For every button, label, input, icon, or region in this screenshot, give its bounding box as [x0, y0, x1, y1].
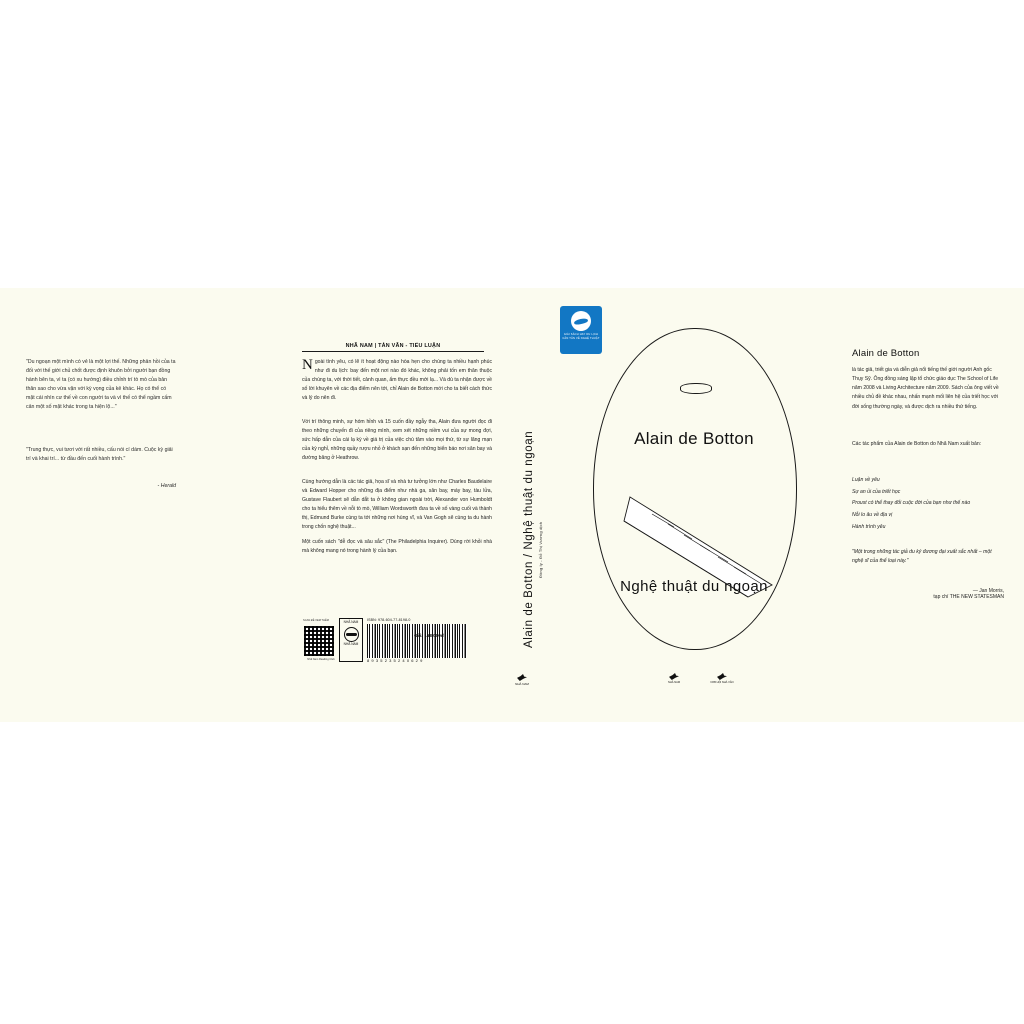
qr-caption: Nhã Nam Reading Club [307, 658, 335, 661]
list-item: Nỗi lo âu về địa vị [852, 511, 893, 518]
bird-icon [517, 674, 527, 681]
award-badge [560, 306, 602, 354]
spine-translator: Đồng ly - Đỗ Thị Vương dịch [538, 521, 543, 578]
qr-code [304, 626, 334, 656]
front-cover-panel [548, 288, 838, 722]
back-cover-quote-1: "Du ngoạn một mình có vẻ là một lợi thế. Những phản hồi của ta đối với thế giới chủ chốt được định khuôn bởi người bạn đồng hành bên ta, vì ta (có xu hướng) điều chỉnh trí tò mò của bản thân sao cho vừa vặn với kỳ vọng của kẻ khác. Họ có thể có mặt cái nhìn cư thế về con người ta và vì thế có thể ngầm cấm cản một số mặt khác trong ta hiện lộ..." [26, 359, 176, 410]
back-cover-panel [0, 288, 292, 722]
front-cover-author: Alain de Botton [634, 429, 754, 448]
flap-author-name: Alain de Botton [852, 348, 920, 359]
spine-publisher-logo [514, 674, 530, 692]
imprint-line: NHÃ NAM | TẢN VĂN - TIỂU LUẬN [302, 343, 484, 352]
list-item: Proust có thể thay đổi cuộc đời của bạn như thế nào [852, 500, 971, 507]
flap-review-quote: "Một trong những tác giả du ký đương đại xuất sắc nhất – một nghệ sĩ của thể loại này." [852, 549, 992, 565]
barcode-digits: 8935235240629 [367, 658, 425, 663]
front-flap-panel [838, 288, 1024, 722]
barcode-bars [367, 624, 467, 658]
airplane-wing-illustration [622, 493, 782, 613]
blurb-paragraph-4: Một cuốn sách "dễ đọc và sâu sắc" (The Philadelphia Inquirer). Dùng rời khỏi nhà mà không mang nó trong hành lý của bạn. [302, 539, 492, 555]
front-logo-nhanam [657, 673, 691, 684]
list-item: Sự an ủi của triết học [852, 488, 901, 495]
publisher-logo-mark [339, 618, 363, 662]
front-logo-publisher [705, 673, 739, 684]
barcode-area [304, 608, 504, 670]
back-cover-quote-source: - Herald [157, 483, 176, 489]
spine-publisher-label: NHÃ NAM [515, 682, 529, 686]
bird-icon [344, 627, 359, 642]
blurb-paragraph-1-text: goài tình yêu, có lẽ ít hoạt động nào hòa hẹn cho chúng ta nhiều hạnh phúc như đi du lịch: bay đến một nơi nào đó khác, không phải tốn em thân thuộc của chúng ta, với thời tiết, cảnh quan, ẩm thực đều mới lạ... Và dù ta nhận được về số lời khuyên về các địa điểm nên tới, chỉ Alain de Botton mới cho ta biết cách thức và lý do nên đi. [302, 359, 492, 402]
price-text: Giá: 168.000đ [414, 633, 444, 638]
back-flap-panel [292, 288, 524, 722]
back-cover-quote-2: "Trung thực, vui tươi với rất nhiều, cấu nói cí dám. Cuộc kỳ giải trí và khai trí... từ đầu đến cuối hành trình." [26, 447, 173, 462]
flap-bio-paragraph: là tác giả, triết gia và diễn giả nổi tiếng thế giới người Anh gốc Thụy Sỹ. Ông đồng sáng lập tổ chức giáo dục The School of Life năm 2008 và Living Architecture năm 2009. Sách của ông viết về nhiều chủ đề khác nhau, nhấn mạnh mối liên hệ của triết học với đời sống thường ngày, và được dịch ra nhiều thứ tiếng. [852, 367, 999, 410]
front-logo-publisher-label: NXB HỘI NHÀ VĂN [710, 681, 734, 684]
blurb-paragraph-1 [302, 358, 492, 403]
book-cover-spread [0, 288, 1024, 722]
publisher-logo-top-label: NHÃ NAM [343, 620, 359, 624]
isbn-text: ISBN: 978-604-77-8198-0 [367, 618, 411, 622]
spine-panel [492, 288, 552, 722]
bird-icon [669, 673, 679, 680]
publisher-logo-bottom-label: NHÃ NAM [343, 641, 359, 646]
flap-review-source-pub: tạp chí THE NEW STATESMAN [933, 594, 1004, 600]
front-cover-logos [653, 673, 743, 684]
flap-review-source [852, 588, 1004, 600]
front-logo-nhanam-label: NHÃ NAM [668, 681, 680, 684]
spine-title: Alain de Botton / Nghệ thuật du ngoạn [523, 430, 535, 648]
blurb-paragraph-3: Cùng hướng dẫn là các tác giả, họa sĩ và nhà tư tưởng lớn như Charles Baudelaire và Edward Hopper cho những địa điểm như nhà ga, sân bay, máy bay, tàu lửa, Gustave Flaubert sẽ dẫn dắt ta ở không gian ngoài trời, Alexander von Humboldt cho ta hiểu thêm về nỗi tò mò, William Wordsworth đưa ta về số vàng cuối và thành thị, Edmund Burke cùng ta tới những nơi hùng vĩ, và Van Gogh sẽ cùng ta du hành trong chốn nghệ thuật... [302, 479, 492, 531]
flap-works-intro: Các tác phẩm của Alain de Botton do Nhã Nam xuất bản: [852, 441, 982, 447]
window-oval-small [680, 383, 712, 394]
badge-label: GIẢI SÁCH HAY DU LỊCH CÂN TÂN VỀ NGHỆ THUẬT [562, 333, 600, 340]
badge-bird-icon [571, 311, 591, 331]
flap-review-source-name: — Jan Morris, [972, 588, 1004, 594]
flap-works-list [852, 476, 1004, 534]
feather-icon [717, 673, 727, 680]
list-item: Luận về yêu [852, 477, 880, 483]
front-cover-title: Nghệ thuật du ngoạn [620, 578, 768, 595]
dropcap: N [302, 357, 313, 373]
list-item: Hành trình yêu [852, 523, 886, 530]
blurb-paragraph-2: Với trí thông minh, sự hóm hỉnh và 15 cuốn đầy ngẫy tha, Alain đưa người đọc đi theo những chuyến đi của riêng mình, xem xét những niềm vui của sự mong đợi, sức hấp dẫn của cái lạ kỳ về giá trị của việc chú tâm vào mọi thứ, từ sự lãng mạn của kỳ nghỉ, những quầy rượu nhỏ ở khách sạn đến những biển báo nơi sân bay và đường băng ở Heathrow. [302, 419, 492, 462]
qr-top-caption: SCAN ĐỂ XEM THÊM [303, 619, 329, 622]
